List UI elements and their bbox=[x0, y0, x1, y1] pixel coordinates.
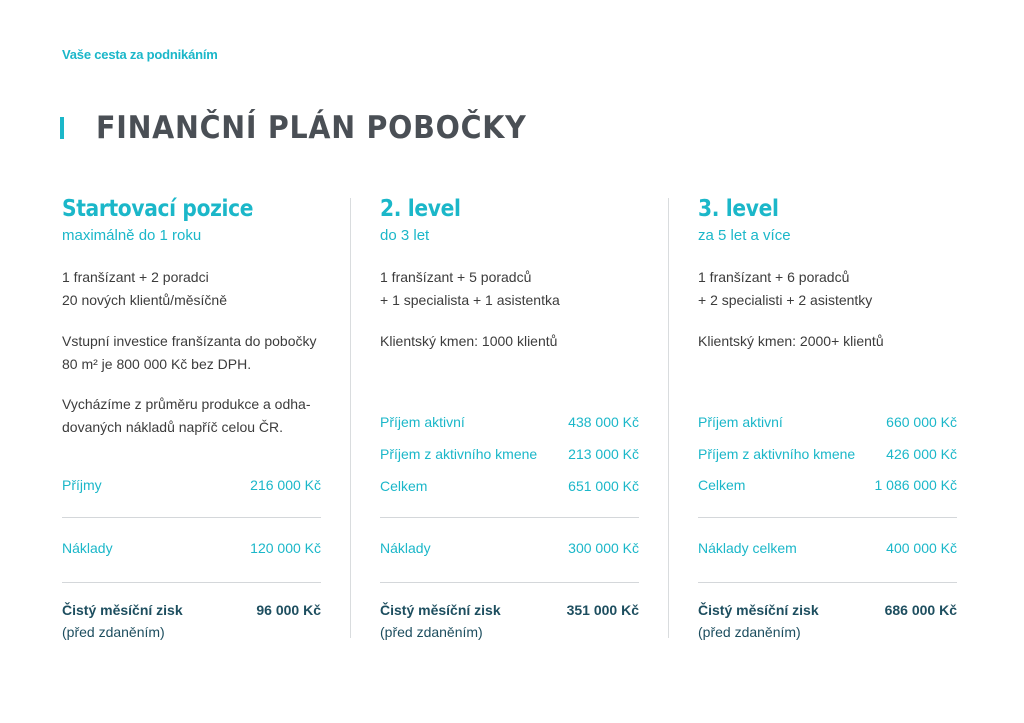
divider bbox=[62, 582, 321, 583]
income-value: 1 086 000 Kč bbox=[874, 477, 957, 493]
text-line: 80 m² je 800 000 Kč bez DPH. bbox=[62, 356, 252, 372]
costs-value: 400 000 Kč bbox=[886, 540, 957, 556]
costs-label: Náklady bbox=[380, 540, 431, 556]
text-line: 20 nových klientů/měsíčně bbox=[62, 292, 227, 308]
divider bbox=[698, 517, 957, 518]
text-line: + 2 specialisti + 2 asistentky bbox=[698, 292, 873, 308]
income-label: Celkem bbox=[380, 478, 428, 494]
income-label: Příjem aktivní bbox=[380, 414, 465, 430]
text-line: dovaných nákladů napříč celou ČR. bbox=[62, 419, 284, 435]
client-base bbox=[698, 330, 884, 353]
income-label: Příjem aktivní bbox=[698, 414, 783, 430]
income-row bbox=[698, 414, 957, 434]
profit-value: 686 000 Kč bbox=[884, 602, 957, 618]
title-accent-bar bbox=[60, 117, 64, 139]
income-row bbox=[698, 446, 957, 466]
profit-note: (před zdaněním) bbox=[698, 624, 801, 640]
column-divider bbox=[668, 198, 669, 638]
income-label: Příjem z aktivního kmene bbox=[698, 446, 856, 462]
income-value: 660 000 Kč bbox=[886, 414, 957, 430]
income-label: Celkem bbox=[698, 477, 746, 493]
profit-label: Čistý měsíční zisk bbox=[380, 602, 501, 618]
income-row bbox=[62, 477, 321, 497]
income-row bbox=[698, 477, 957, 497]
income-label: Příjmy bbox=[62, 477, 102, 493]
text-line: 1 franšízant + 5 poradců bbox=[380, 269, 532, 285]
divider bbox=[380, 582, 639, 583]
profit-label: Čistý měsíční zisk bbox=[698, 602, 819, 618]
costs-row bbox=[698, 540, 957, 560]
divider bbox=[62, 517, 321, 518]
column-subtitle: za 5 let a více bbox=[698, 227, 791, 244]
income-row bbox=[380, 446, 639, 466]
team-description bbox=[62, 266, 227, 312]
column-subtitle: do 3 let bbox=[380, 227, 430, 244]
income-value: 213 000 Kč bbox=[568, 446, 639, 462]
costs-value: 120 000 Kč bbox=[250, 540, 321, 556]
divider bbox=[380, 517, 639, 518]
text-line: 1 franšízant + 2 poradci bbox=[62, 269, 209, 285]
income-value: 438 000 Kč bbox=[568, 414, 639, 430]
income-value: 651 000 Kč bbox=[568, 478, 639, 494]
income-label: Příjem z aktivního kmene bbox=[380, 446, 538, 462]
costs-label: Náklady celkem bbox=[698, 540, 797, 556]
column-title: Startovací pozice bbox=[62, 196, 254, 222]
costs-label: Náklady bbox=[62, 540, 113, 556]
team-description bbox=[698, 266, 872, 312]
income-value: 426 000 Kč bbox=[886, 446, 957, 462]
profit-note: (před zdaněním) bbox=[62, 624, 165, 640]
column-title: 2. level bbox=[380, 196, 461, 222]
profit-value: 351 000 Kč bbox=[566, 602, 639, 618]
profit-value: 96 000 Kč bbox=[256, 602, 321, 618]
costs-value: 300 000 Kč bbox=[568, 540, 639, 556]
page-title: FINANČNÍ PLÁN POBOČKY bbox=[96, 110, 527, 146]
divider bbox=[698, 582, 957, 583]
profit-label: Čistý měsíční zisk bbox=[62, 602, 183, 618]
costs-row bbox=[62, 540, 321, 560]
client-base bbox=[380, 330, 557, 353]
income-value: 216 000 Kč bbox=[250, 477, 321, 493]
text-line: 1 franšízant + 6 poradců bbox=[698, 269, 850, 285]
column-subtitle: maximálně do 1 roku bbox=[62, 227, 202, 244]
text-line: + 1 specialista + 1 asistentka bbox=[380, 292, 560, 308]
tagline: Vaše cesta za podnikáním bbox=[62, 47, 218, 62]
column-divider bbox=[350, 198, 351, 638]
text-line: Klientský kmen: 2000+ klientů bbox=[698, 333, 884, 349]
text-line: Vycházíme z průměru produkce a odha- bbox=[62, 396, 311, 412]
income-row bbox=[380, 478, 639, 498]
assumption-description bbox=[62, 393, 311, 439]
profit-note: (před zdaněním) bbox=[380, 624, 483, 640]
team-description bbox=[380, 266, 560, 312]
text-line: Vstupní investice franšízanta do pobočky bbox=[62, 333, 317, 349]
investment-description bbox=[62, 330, 316, 376]
income-row bbox=[380, 414, 639, 434]
text-line: Klientský kmen: 1000 klientů bbox=[380, 333, 558, 349]
costs-row bbox=[380, 540, 639, 560]
column-title: 3. level bbox=[698, 196, 779, 222]
